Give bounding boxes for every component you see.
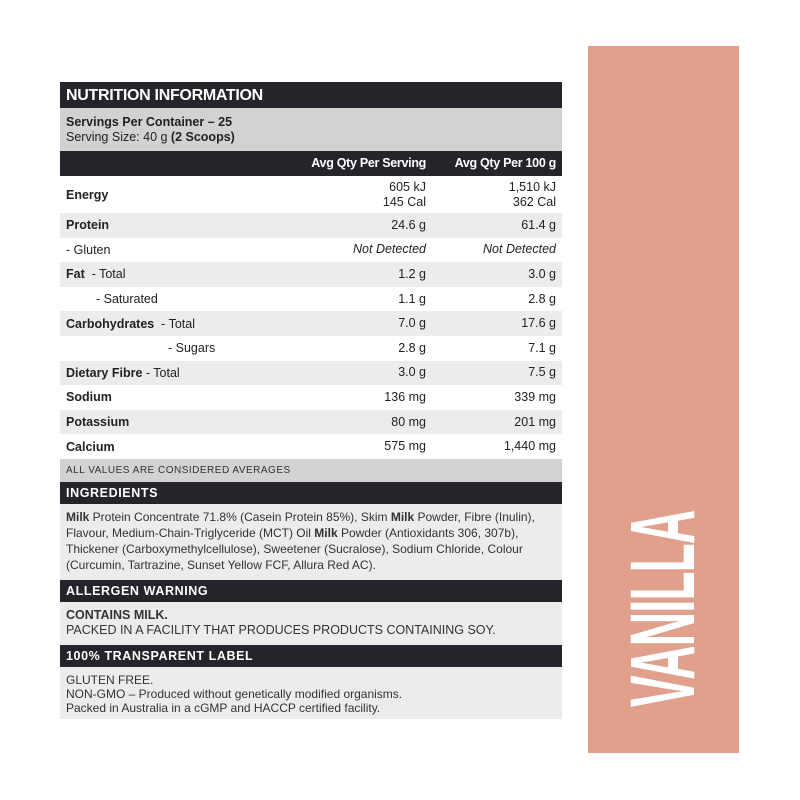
nutrient-label	[60, 415, 292, 429]
value-per-100g	[432, 267, 562, 282]
nutrient-row	[60, 287, 562, 312]
value-line: Not Detected	[353, 242, 426, 257]
servings-per-container: Servings Per Container – 25	[66, 115, 233, 129]
nutrient-label	[60, 188, 292, 202]
value-per-100g	[432, 218, 562, 233]
nutrition-panel	[60, 82, 562, 719]
nutrient-row	[60, 385, 562, 410]
serving-size-scoops: (2 Scoops)	[170, 130, 235, 144]
nutrient-sub: - Total	[84, 267, 126, 282]
value-per-serving	[292, 292, 432, 307]
nutrient-row	[60, 262, 562, 287]
ingredient-text: Powder, Fibre (Inulin), Flavour, Medium-Chain-Triglyceride (MCT) Oil	[66, 509, 535, 540]
value-per-100g	[432, 415, 562, 430]
allergen-highlight: Milk	[390, 509, 415, 524]
value-line: 1.1 g	[398, 291, 426, 306]
value-line: 201 mg	[514, 414, 556, 429]
value-line: 339 mg	[514, 389, 556, 404]
transparent-line: NON-GMO – Produced without genetically modified organisms.	[66, 686, 403, 701]
value-per-serving	[292, 242, 432, 257]
nutrient-row	[60, 311, 562, 336]
transparent-line: GLUTEN FREE.	[66, 672, 154, 687]
value-line: 575 mg	[384, 439, 426, 454]
nutrient-label	[60, 440, 292, 454]
serving-info	[60, 108, 562, 151]
nutrient-label	[60, 243, 292, 257]
transparent-line: Packed in Australia in a cGMP and HACCP certified facility.	[66, 700, 381, 715]
col-per-serving: Avg Qty Per Serving	[311, 156, 426, 170]
value-line: Not Detected	[483, 242, 556, 257]
nutrient-name: Energy	[66, 187, 109, 202]
value-per-serving	[292, 316, 432, 331]
value-line: 2.8 g	[528, 291, 556, 306]
allergen-heading: ALLERGEN WARNING	[60, 580, 562, 602]
value-line: 1,510 kJ	[508, 179, 556, 194]
nutrient-name: Dietary Fibre	[66, 365, 143, 380]
value-per-100g	[432, 439, 562, 454]
value-line: 362 Cal	[512, 194, 556, 209]
ingredient-text: Protein Concentrate 71.8% (Casein Protein 85%), Skim	[89, 509, 391, 524]
nutrient-sub: - Gluten	[66, 242, 111, 257]
nutrient-sub: - Total	[142, 365, 180, 380]
value-line: 17.6 g	[521, 316, 556, 331]
nutrient-label	[60, 267, 292, 281]
allergen-line-2: PACKED IN A FACILITY THAT PRODUCES PRODUCTS CONTAINING SOY.	[66, 622, 496, 637]
value-per-100g	[432, 180, 562, 210]
nutrient-label	[60, 317, 292, 331]
value-per-serving	[292, 341, 432, 356]
nutrient-sub: - Sugars	[168, 341, 216, 356]
nutrient-label	[60, 341, 292, 355]
col-per-100g: Avg Qty Per 100 g	[454, 156, 556, 170]
value-per-serving	[292, 415, 432, 430]
nutrient-rows	[60, 176, 562, 459]
value-per-serving	[292, 180, 432, 210]
serving-size	[66, 130, 556, 145]
value-line: 7.5 g	[528, 365, 556, 380]
allergen-highlight: Milk	[314, 525, 338, 540]
nutrient-label	[60, 292, 292, 306]
value-line: 7.0 g	[398, 316, 426, 331]
value-line: 605 kJ	[389, 179, 426, 194]
value-line: 7.1 g	[528, 340, 556, 355]
nutrient-label	[60, 390, 292, 404]
nutrient-sub: - Total	[154, 316, 195, 331]
nutrient-row	[60, 213, 562, 238]
nutrient-row	[60, 434, 562, 459]
value-line: 61.4 g	[521, 217, 556, 232]
nutrient-row	[60, 361, 562, 386]
value-per-serving	[292, 439, 432, 454]
nutrient-row	[60, 410, 562, 435]
transparent-text	[60, 667, 562, 719]
value-line: 1.2 g	[398, 266, 426, 281]
value-per-100g	[432, 365, 562, 380]
value-line: 24.6 g	[391, 217, 426, 232]
value-line: 136 mg	[384, 389, 426, 404]
nutrient-label	[60, 366, 292, 380]
transparent-heading: 100% TRANSPARENT LABEL	[60, 645, 562, 667]
value-per-serving	[292, 267, 432, 282]
flavour-label: VANILLA	[612, 510, 714, 708]
value-per-serving	[292, 365, 432, 380]
nutrient-row	[60, 238, 562, 263]
nutrient-name: Calcium	[66, 439, 115, 454]
nutrient-name: Fat	[66, 267, 85, 282]
allergen-highlight: Milk	[66, 509, 90, 524]
nutrient-name: Potassium	[66, 415, 130, 430]
value-line: 80 mg	[391, 414, 426, 429]
value-per-100g	[432, 316, 562, 331]
value-line: 145 Cal	[382, 194, 426, 209]
column-header	[60, 151, 562, 176]
nutrient-name: Carbohydrates	[66, 316, 155, 331]
allergen-text	[60, 602, 562, 645]
ingredient-text: Powder (Antioxidants 306, 307b), Thickener (Carboxymethylcellulose), Sweetener (Sucralose), Sodium Chloride, Colour (Curcumin, Tartrazine, Sunset Yellow FCF, Allura Red AC).	[66, 525, 523, 572]
value-per-100g	[432, 292, 562, 307]
ingredients-heading: INGREDIENTS	[60, 482, 562, 504]
value-per-100g	[432, 390, 562, 405]
nutrition-title: NUTRITION INFORMATION	[60, 82, 562, 108]
value-per-serving	[292, 390, 432, 405]
ingredients-text	[60, 504, 562, 580]
value-line: 2.8 g	[398, 340, 426, 355]
averages-note: ALL VALUES ARE CONSIDERED AVERAGES	[60, 459, 562, 482]
value-line: 3.0 g	[528, 266, 556, 281]
value-per-100g	[432, 242, 562, 257]
nutrient-row	[60, 336, 562, 361]
allergen-line-1: CONTAINS MILK.	[66, 607, 168, 622]
value-per-serving	[292, 218, 432, 233]
serving-size-label: Serving Size: 40 g	[66, 130, 171, 144]
value-line: 1,440 mg	[503, 439, 556, 454]
value-per-100g	[432, 341, 562, 356]
nutrient-name: Protein	[66, 218, 110, 233]
nutrient-name: Sodium	[66, 390, 112, 405]
nutrient-row	[60, 176, 562, 213]
nutrient-label	[60, 218, 292, 232]
value-line: 3.0 g	[398, 365, 426, 380]
nutrient-sub: - Saturated	[96, 292, 158, 307]
